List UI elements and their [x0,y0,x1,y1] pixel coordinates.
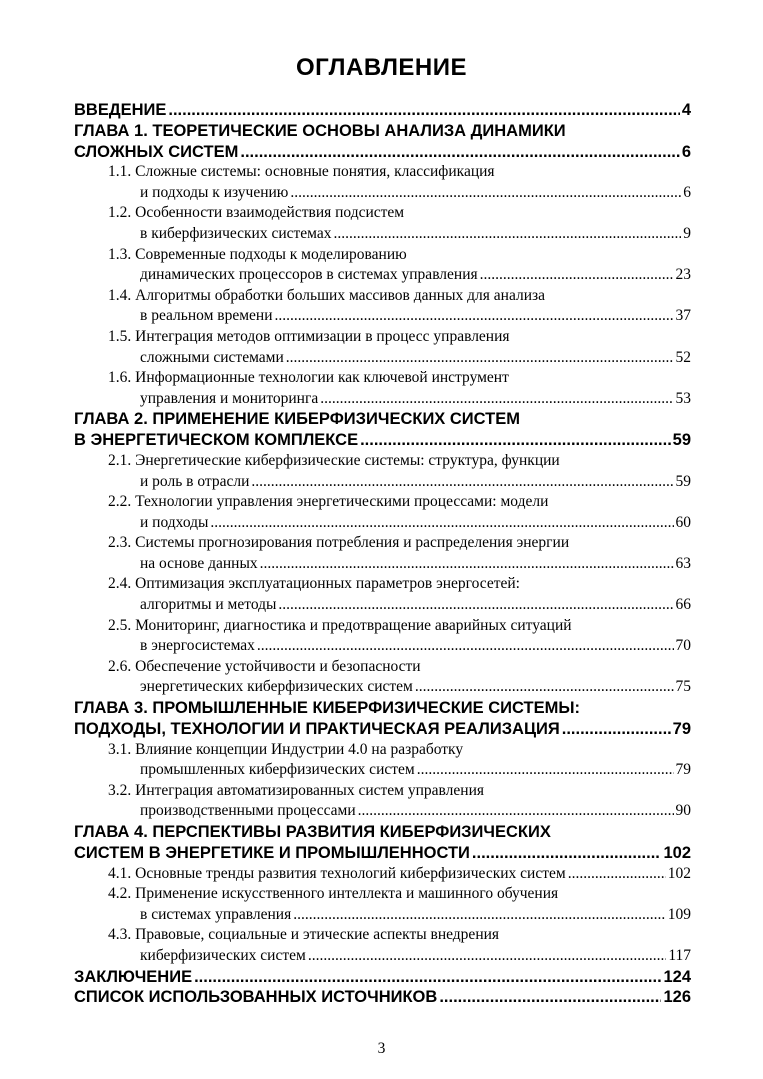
toc-entry-page-number: 9 [683,224,691,242]
toc-entry-title: и подходы к изучению [140,183,289,201]
toc-entry-page-number: 4 [681,101,691,119]
toc-section-entry[interactable] [74,740,691,781]
toc-entry-title: энергетических киберфизических систем [140,678,413,696]
toc-entry-page-number: 90 [675,802,691,820]
toc-entry-title: ВВЕДЕНИЕ [74,101,167,119]
toc-entry-page-number: 6 [681,142,691,161]
toc-section-entry[interactable] [74,245,691,286]
toc-entry-title-line: 1.2. Особенности взаимодействия подсистем [108,204,405,222]
toc-entry-title-line: 1.3. Современные подходы к моделированию [108,245,407,263]
toc-section-entry[interactable] [74,864,691,885]
toc-entry-page-number: 63 [675,554,691,572]
toc-entry-title: СЛОЖНЫХ СИСТЕМ [74,142,239,161]
toc-entry-page-number: 79 [675,761,691,779]
toc-entry-title: в системах управления [140,905,292,923]
toc-chapter-entry[interactable] [74,967,691,988]
dot-leader [275,306,674,327]
toc-entry-page-number: 79 [672,720,691,739]
dot-leader [320,389,673,410]
dot-leader [293,905,666,926]
dot-leader [286,348,674,369]
dot-leader [472,843,662,864]
toc-entry-title-line: 1.1. Сложные системы: основные понятия, классификация [108,163,495,181]
dot-leader [415,677,674,698]
toc-entry-title: динамических процессоров в системах управления [140,266,478,284]
toc-entry-title-line: ГЛАВА 2. ПРИМЕНЕНИЕ КИБЕРФИЗИЧЕСКИХ СИСТЕМ [74,410,520,429]
toc-entry-title-line: 1.5. Интеграция методов оптимизации в процесс управления [108,327,510,345]
toc-entry-title-line: 3.2. Интеграция автоматизированных систем управления [108,781,484,799]
toc-entry-title: сложными системами [140,348,284,366]
dot-leader [360,430,671,451]
toc-entry-title: производственными процессами [140,802,356,820]
dot-leader [194,967,661,988]
dot-leader [240,142,679,163]
dot-leader [168,100,679,121]
toc-section-entry[interactable] [74,286,691,327]
toc-entry-page-number: 126 [663,988,691,1007]
toc-entry-page-number: 75 [675,678,691,696]
dot-leader [334,224,682,245]
table-of-contents [74,100,691,1008]
toc-section-entry[interactable] [74,368,691,409]
toc-entry-title: киберфизических систем [140,946,306,964]
toc-entry-title-line: 3.1. Влияние концепции Индустрии 4.0 на разработку [108,740,464,758]
toc-entry-page-number: 6 [683,183,691,201]
dot-leader [568,864,666,885]
dot-leader [417,760,674,781]
toc-entry-title: в энергосистемах [140,637,255,655]
toc-entry-page-number: 59 [675,472,691,490]
toc-entry-page-number: 117 [668,946,691,964]
toc-entry-title: в киберфизических системах [140,224,332,242]
toc-entry-page-number: 102 [663,844,691,862]
toc-entry-page-number: 109 [667,905,691,923]
dot-leader [260,554,674,575]
toc-entry-title: промышленных киберфизических систем [140,761,415,779]
toc-chapter-entry[interactable] [74,987,691,1008]
toc-chapter-entry[interactable] [74,409,691,451]
toc-entry-title: ЗАКЛЮЧЕНИЕ [74,967,193,986]
toc-entry-title-line: ГЛАВА 4. ПЕРСПЕКТИВЫ РАЗВИТИЯ КИБЕРФИЗИЧЕСКИХ [74,823,551,841]
dot-leader [439,987,661,1008]
dot-leader [257,636,674,657]
toc-entry-title-line: 2.3. Системы прогнозирования потребления и распределения энергии [108,534,570,552]
toc-entry-page-number: 66 [675,596,691,614]
toc-entry-title-line: 2.2. Технологии управления энергетическими процессами: модели [108,493,549,511]
toc-section-entry[interactable] [74,616,691,657]
toc-entry-page-number: 59 [672,431,691,450]
dot-leader [358,801,674,822]
toc-entry-title-line: ГЛАВА 3. ПРОМЫШЛЕННЫЕ КИБЕРФИЗИЧЕСКИЕ СИСТЕМЫ: [74,699,581,718]
toc-entry-page-number: 124 [663,967,691,986]
toc-entry-title: СПИСОК ИСПОЛЬЗОВАННЫХ ИСТОЧНИКОВ [74,988,438,1007]
toc-entry-title-line: 2.6. Обеспечение устойчивости и безопасности [108,657,421,675]
toc-section-entry[interactable] [74,884,691,925]
toc-entry-title-line: 2.1. Энергетические киберфизические системы: структура, функции [108,451,560,469]
toc-entry-title-line: 4.3. Правовые, социальные и этические аспекты внедрения [108,926,500,944]
toc-entry-page-number: 52 [675,348,691,366]
toc-section-entry[interactable] [74,162,691,203]
dot-leader [251,472,673,493]
toc-entry-title-line: 2.4. Оптимизация эксплуатационных параметров энергосетей: [108,575,520,593]
toc-entry-page-number: 53 [675,389,691,407]
toc-entry-title: на основе данных [140,554,258,572]
toc-chapter-entry[interactable] [74,822,691,864]
page-number: 3 [377,1040,386,1057]
toc-section-entry[interactable] [74,203,691,244]
toc-entry-title-line: ГЛАВА 1. ТЕОРЕТИЧЕСКИЕ ОСНОВЫ АНАЛИЗА ДИНАМИКИ [74,121,566,140]
toc-entry-title: алгоритмы и методы [140,596,277,614]
dot-leader [210,513,673,534]
toc-entry-title: и роль в отрасли [140,472,250,490]
toc-section-entry[interactable] [74,492,691,533]
toc-entry-title: в реальном времени [140,307,273,325]
toc-chapter-entry[interactable] [74,121,691,163]
toc-entry-title: ПОДХОДЫ, ТЕХНОЛОГИИ И ПРАКТИЧЕСКАЯ РЕАЛИЗАЦИЯ [74,720,560,739]
toc-entry-title-line: 4.2. Применение искусственного интеллекта и машинного обучения [108,885,559,903]
toc-section-entry[interactable] [74,327,691,368]
toc-entry-title-line: 2.5. Мониторинг, диагностика и предотвращение аварийных ситуаций [108,616,572,634]
page-title: ОГЛАВЛЕНИЕ [295,54,468,81]
toc-chapter-entry[interactable] [74,100,691,121]
toc-entry-page-number: 60 [675,513,691,531]
toc-section-entry[interactable] [74,451,691,492]
toc-entry-page-number: 37 [675,307,691,325]
toc-section-entry[interactable] [74,925,691,966]
dot-leader [278,595,673,616]
toc-section-entry[interactable] [74,657,691,698]
toc-entry-page-number: 23 [675,266,691,284]
toc-section-entry[interactable] [74,781,691,822]
toc-entry-title: управления и мониторинга [140,389,319,407]
toc-entry-title: 4.1. Основные тренды развития технологий киберфизических систем [108,864,566,882]
toc-entry-page-number: 102 [667,864,691,882]
toc-chapter-entry[interactable] [74,698,691,740]
toc-entry-title: и подходы [140,513,209,531]
toc-section-entry[interactable] [74,533,691,574]
toc-section-entry[interactable] [74,574,691,615]
dot-leader [308,946,667,967]
toc-entry-page-number: 70 [675,637,691,655]
toc-entry-title: В ЭНЕРГЕТИЧЕСКОМ КОМПЛЕКСЕ [74,431,359,450]
dot-leader [562,719,671,740]
toc-entry-title-line: 1.4. Алгоритмы обработки больших массивов данных для анализа [108,286,545,304]
dot-leader [480,265,674,286]
toc-entry-title-line: 1.6. Информационные технологии как ключевой инструмент [108,369,509,387]
dot-leader [290,183,681,204]
toc-entry-title: СИСТЕМ В ЭНЕРГЕТИКЕ И ПРОМЫШЛЕННОСТИ [74,844,470,862]
